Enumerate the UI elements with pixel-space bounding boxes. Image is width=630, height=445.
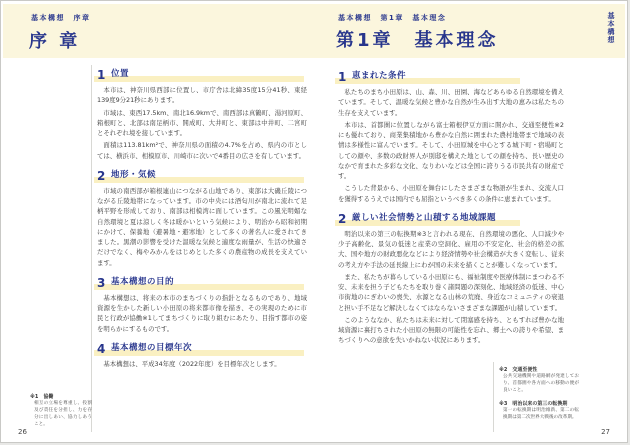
header-band <box>3 4 625 58</box>
section-heading <box>338 211 564 226</box>
footnote <box>499 366 579 395</box>
section-title: 恵まれた条件 <box>352 71 407 81</box>
section-heading <box>97 275 307 290</box>
section-number: 1 <box>97 68 106 82</box>
paragraph: 本市は、首都圏に位置しながら富士箱根伊豆方面に開かれ、交通至便性※2にも優れており、商業集積地から豊かな自然に囲まれた農村地帯まで地域の表情は多様性に富んでいます。そして、小田原城を中心とする城下町・宿場町としての顔や、多数の政財界人が別邸を構えた地としての顔を持ち、長い歴史のなかで育まれた多彩な文化、なりわいなどは全国に誇りうる市民共有の財産です。 <box>338 120 564 180</box>
section-title: 位置 <box>111 69 130 79</box>
section-heading <box>97 341 307 356</box>
right-page-footnotes <box>499 366 579 426</box>
left-page-eyebrow: 基本構想 序章 <box>31 14 91 22</box>
section-heading <box>97 168 307 183</box>
footnote-label: ※2 交通至便性 <box>499 367 538 373</box>
right-page-content <box>338 69 564 353</box>
footnote-text: 第一の転換期は明治維新、第二の転換期は第二次世界大戦後の改革期。 <box>503 407 579 420</box>
section-title: 基本構想の目標年次 <box>111 342 193 353</box>
footnote-label: ※1 協働 <box>30 394 54 400</box>
paragraph: 市域の南西部が箱根連山につながる山地であり、東部は大磯丘陵につながる丘陵地帯になっています。市の中央には酒匂川が南北に流れて足柄平野を形成しており、南部は相模湾に面しています。この風光明媚な自然環境と夏は涼しく冬は暖かいという気候により、明治から昭和初期にかけて、保養地（避暑地・避寒地）として多くの著名人に愛されてきました。黒潮の影響を受けた温暖な気候と適度な雨量が、生活の快適さだけでなく、梅やみかんをはじめとした多くの農産物の成長を支えています。 <box>97 186 307 267</box>
paragraph: こうした背景から、小田原を舞台にしたさまざまな物語が生まれ、交流人口を獲得するうえでは国内でも屈指というべき多くの条件に恵まれています。 <box>338 184 564 203</box>
paragraph: このようななか、私たちは未来に対して閉塞感を持ち、ともすれば豊かな地域資源に裏打ちされた小田原の無限の可能性を忘れ、郷土への誇りや希望、まちづくりへの意欲を失いかねない状況にあります。 <box>338 315 564 345</box>
section-topography-climate <box>97 168 307 268</box>
section-location <box>97 67 307 161</box>
section-number: 4 <box>97 341 106 356</box>
paragraph: 面積は113.81km²で、神奈川県の面積の4.7%を占め、県内の市としては、横浜市、相模原市、川崎市に次いで4番目の広さを有しています。 <box>97 141 307 160</box>
footnote-label: ※3 明治以来の第三の転換期 <box>499 400 568 407</box>
left-margin-rule <box>91 65 92 432</box>
right-page-title: 第1章 基本理念 <box>336 30 499 51</box>
paragraph: 私たちのまち小田原は、山、森、川、田園、海などあらゆる自然環境を備えています。そして、温暖な気候と豊かな自然が生み出す大地の恵みは私たちの生存を支えています。 <box>338 88 564 117</box>
section-title: 基本構想の目的 <box>111 276 175 287</box>
left-page-footnotes <box>30 393 92 434</box>
section-number: 2 <box>97 168 106 183</box>
paragraph: 基本構想は、将来の本市のまちづくりの指針となるものであり、地域資源を生かした新しい小田原の将来都市像を描き、その実現のために市民と行政が協働※1してまちづくりに取り組むにあたり、目指す都市の姿を明らかにするものです。 <box>97 293 307 333</box>
paragraph: 本市は、神奈川県西部に位置し、市庁舎は北緯35度15分41秒、東経139度9分21秒にあります。 <box>97 86 307 105</box>
right-page-number: 27 <box>601 428 610 436</box>
edge-tab-label: 基本構想 <box>607 12 615 44</box>
section-regional-issues <box>338 211 564 346</box>
footnote-text: 相互の立場を尊重し、役割及び責任を分担し、力を存分に出しあい、協力しあうこと。 <box>34 401 92 427</box>
paragraph: 市域は、東西17.5km、南北16.9kmで、南西部は真鶴町、湯河原町、箱根町と、北部は南足柄市、開成町、大井町と、東部は中井町、二宮町とそれぞれ境を接しています。 <box>97 108 307 137</box>
left-page-number: 26 <box>18 428 27 436</box>
section-number: 1 <box>338 70 347 84</box>
section-heading <box>97 67 307 82</box>
section-number: 3 <box>97 275 106 290</box>
footnote-text: 公共交通機関や道路網が発達しており、首都圏や各方面への移動の便が良いこと。 <box>503 374 579 393</box>
left-page-content <box>97 67 307 376</box>
section-heading <box>338 69 564 84</box>
section-title: 地形・気候 <box>111 169 157 180</box>
section-target-year <box>97 341 307 369</box>
paragraph: 明治以来の第三の転換期※3と言われる現在、自然環境の悪化、人口減少や少子高齢化、景気の低迷と産業の空洞化、雇用の不安定化、社会的格差の拡大、国や地方の財政悪化などにより経済情勢や社会構造が大きく変転し、従来の考え方や手法の延長線上にわが国の未来を描くことが難しくなっています。 <box>338 229 564 269</box>
section-blessed-conditions <box>338 69 564 204</box>
paragraph: また、私たちが暮らしている小田原にも、福祉制度や医療体制にまつわる不安、未来を担う子どもたちを取り巻く諸問題の深刻化、地域経済の低迷、中心市街地のにぎわいの喪失、水源となる山林の荒廃、身近なコミュニティの衰退と担い手不足など解決しなくてはならないさまざまな課題が山積しています。 <box>338 272 564 312</box>
right-footnote-rule <box>493 362 494 432</box>
footnote <box>499 400 579 422</box>
paragraph: 基本構想は、平成34年度（2022年度）を目標年次とします。 <box>103 359 281 368</box>
section-title: 厳しい社会情勢と山積する地域課題 <box>352 212 497 223</box>
left-page-title: 序 章 <box>29 31 81 52</box>
right-page-eyebrow: 基本構想 第1章 基本理念 <box>338 14 447 22</box>
section-number: 2 <box>338 211 347 226</box>
section-purpose <box>97 275 307 334</box>
footnote <box>30 393 92 429</box>
